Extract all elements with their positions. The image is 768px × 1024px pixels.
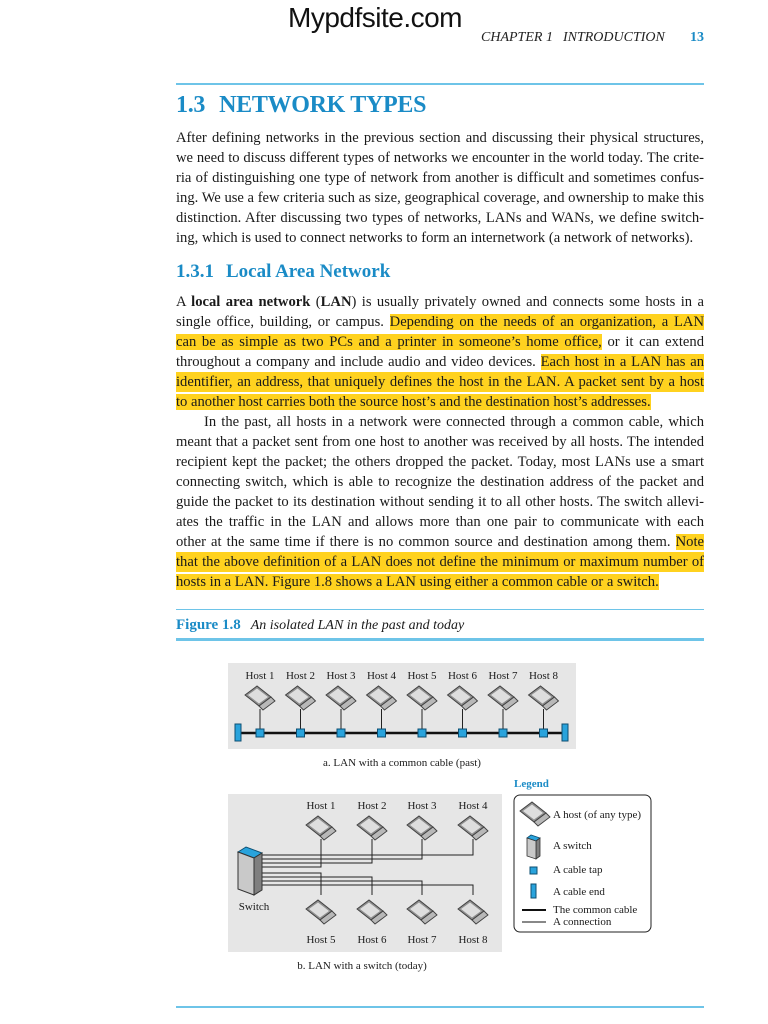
text-run: A [176, 294, 192, 310]
figure-label: Figure 1.8 [176, 617, 241, 633]
cable-tap-icon [378, 729, 386, 737]
footer-rule [176, 1006, 704, 1008]
legend-item: A cable end [553, 886, 605, 898]
host-label: Host 2 [285, 670, 316, 682]
cable-tap-icon [540, 729, 548, 737]
host-label: Host 1 [245, 670, 275, 682]
chapter-label: CHAPTER 1 [481, 30, 553, 45]
paragraph-line: ates the traffic in the LAN and allows more than one pair to communicate with each [176, 514, 704, 530]
term-lan-abbr: LAN [320, 294, 352, 310]
cable-end-icon [562, 724, 568, 741]
term-lan: local area network [191, 294, 311, 310]
paragraph-line: guide the packet to its destination without sending it to all other hosts. The switch allevi- [176, 494, 704, 510]
highlighted-line: identifier, an address, that uniquely defines the host in the LAN. A packet sent by a host [176, 374, 704, 390]
host-label: Host 4 [458, 800, 488, 812]
intro-line: ing. We use a few criteria such as size, geographical coverage, and ownership to make this [176, 190, 704, 206]
subsection-heading: Local Area Network [226, 261, 391, 282]
cable-end-icon [531, 884, 536, 898]
highlighted-text: hosts in a LAN. Figure 1.8 shows a LAN using either a common cable or a switch. [176, 574, 659, 590]
host-label: Host 8 [528, 670, 559, 682]
cable-tap-icon [337, 729, 345, 737]
intro-line: distinction. After discussing two types of networks, LANs and WANs, we define switch- [176, 210, 704, 226]
intro-line: ing, which is used to connect networks to form an internetwork (a network of networks). [176, 230, 694, 246]
highlighted-text: can be as simple as two PCs and a printer in someone’s home office, [176, 334, 602, 350]
intro-line: ria of distinguishing one type of network from another is difficult and sometimes confus- [176, 170, 704, 186]
host-label: Host 7 [407, 934, 437, 946]
figure-caption-text: An isolated LAN in the past and today [250, 618, 465, 633]
legend-item: The common cable [553, 904, 638, 916]
cable-tap-icon [256, 729, 264, 737]
subfigure-a-caption: a. LAN with a common cable (past) [323, 757, 481, 769]
text-run: or it can extend [601, 334, 704, 350]
host-label: Host 5 [306, 934, 336, 946]
cable-tap-icon [530, 867, 537, 874]
highlighted-line: that the above definition of a LAN does not define the minimum or maximum number of [176, 554, 704, 570]
host-label: Host 3 [407, 800, 437, 812]
paragraph-line: recipient kept the packet; the others dropped the packet. Today, most LANs use a smart [176, 454, 704, 470]
highlighted-text: Note [675, 534, 704, 550]
cable-tap-icon [418, 729, 426, 737]
switch-label: Switch [238, 901, 270, 913]
legend-item: A host (of any type) [553, 809, 641, 821]
legend-title: Legend [514, 778, 549, 790]
text-run: single office, building, or campus. [176, 314, 390, 330]
host-label: Host 6 [447, 670, 478, 682]
text-run: ) is usually privately owned and connects some hosts in a [351, 294, 705, 310]
section-heading: NETWORK TYPES [219, 92, 427, 118]
highlighted-text: to another host carries both the source host’s and the destination host’s addresses. [176, 394, 651, 410]
page-number: 13 [690, 30, 704, 45]
subfigure-b-caption: b. LAN with a switch (today) [297, 960, 427, 972]
host-label: Host 7 [488, 670, 518, 682]
highlighted-text: Depending on the needs of an organization, a LAN [389, 314, 704, 330]
cable-tap-icon [297, 729, 305, 737]
host-label: Host 4 [366, 670, 397, 682]
switch-icon [238, 847, 262, 895]
legend-item: A switch [553, 840, 592, 852]
legend-item: A connection [553, 916, 612, 928]
cable-end-icon [235, 724, 241, 741]
cable-tap-icon [459, 729, 467, 737]
paragraph-line: connecting switch, which is able to recognize the destination address of the packet and [176, 474, 704, 490]
switch-icon [527, 835, 540, 859]
paragraph-line: meant that a packet sent from one host to another was received by all hosts. The intended [176, 434, 704, 450]
subsection-number: 1.3.1 [176, 261, 214, 282]
host-label: Host 3 [326, 670, 356, 682]
host-label: Host 6 [357, 934, 387, 946]
host-label: Host 2 [357, 800, 387, 812]
chapter-title: INTRODUCTION [562, 30, 665, 45]
highlighted-text: Each host in a LAN has an [540, 354, 704, 370]
bus-lan-panel [228, 663, 576, 749]
host-label: Host 8 [458, 934, 488, 946]
section-number: 1.3 [176, 92, 206, 118]
text-run: other at the same time if there is no common source and destination among them. [176, 534, 676, 550]
legend-item: A cable tap [553, 864, 603, 876]
paragraph-line: In the past, all hosts in a network were connected through a common cable, which [204, 414, 704, 430]
intro-line: After defining networks in the previous section and discussing their physical structures, [176, 130, 704, 146]
text-run: throughout a company and include audio and video devices. [176, 354, 541, 370]
watermark: Mypdfsite.com [288, 2, 462, 33]
intro-line: we need to discuss different types of networks we encounter in the world today. The crite- [176, 150, 704, 166]
host-label: Host 1 [306, 800, 336, 812]
host-label: Host 5 [407, 670, 437, 682]
text-run: ( [310, 294, 321, 310]
cable-tap-icon [499, 729, 507, 737]
